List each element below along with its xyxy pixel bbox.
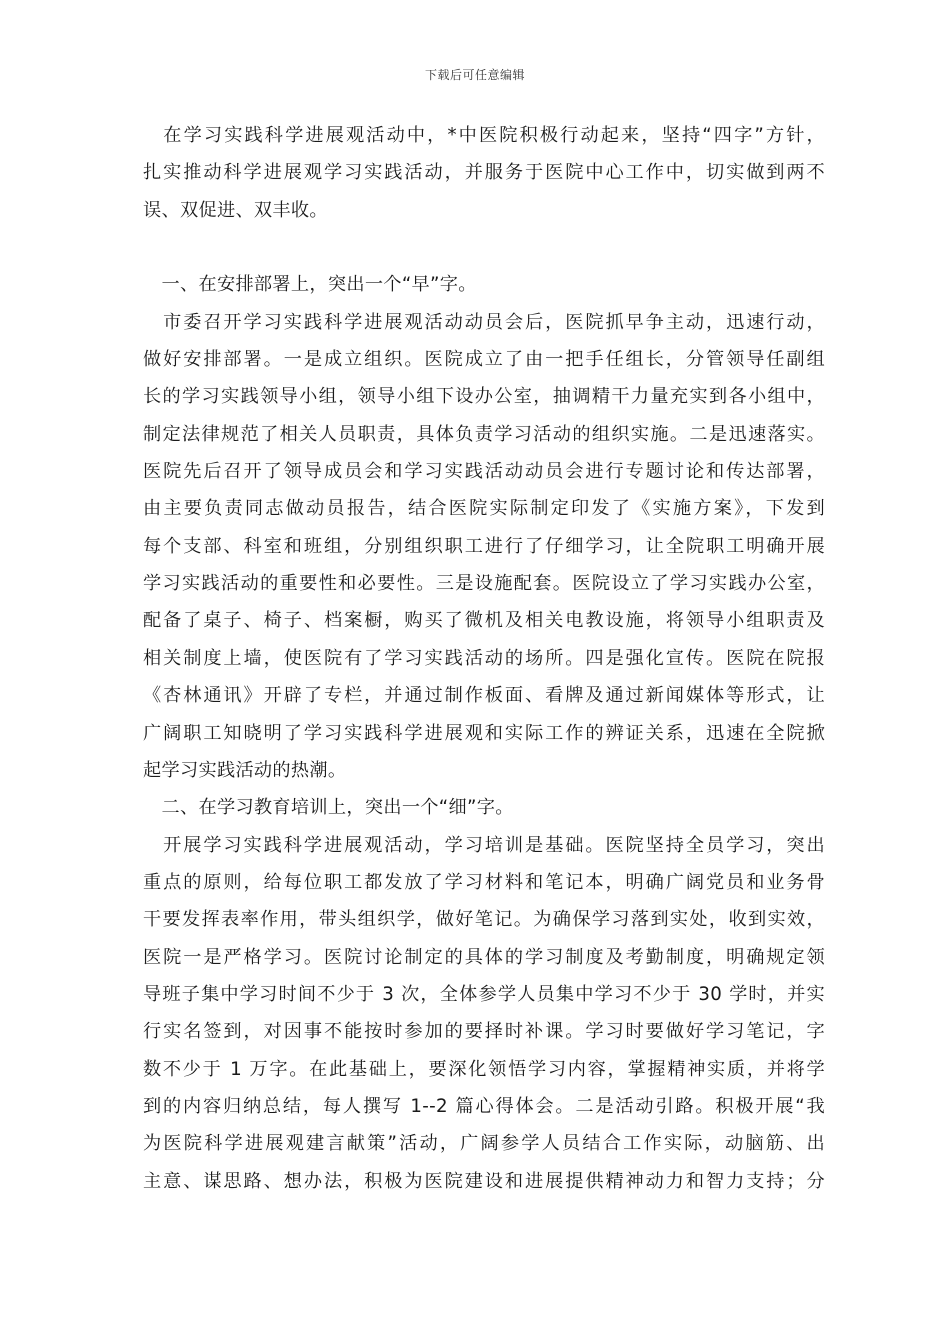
text-line: 误、双促进、双丰收。 [143, 199, 328, 221]
text-line: 数不少于 1 万字。在此基础上，要深化领悟学习内容，掌握精神实质，并将学 [143, 1058, 825, 1080]
text-line: 行实名签到，对因事不能按时参加的要择时补课。学习时要做好学习笔记，字 [143, 1021, 825, 1043]
text-line: 二、在学习教育培训上，突出一个“细”字。 [143, 797, 514, 819]
text-line: 主意、谋思路、想办法，积极为医院建设和进展提供精神动力和智力支持；分 [143, 1170, 825, 1192]
text-line: 起学习实践活动的热潮。 [143, 759, 347, 781]
text-line: 重点的原则，给每位职工都发放了学习材料和笔记本，明确广阔党员和业务骨 [143, 871, 825, 893]
text-line: 由主要负责同志做动员报告，结合医院实际制定印发了《实施方案》，下发到 [143, 498, 825, 520]
page-header: 下载后可任意编辑 [424, 68, 525, 82]
text-line: 导班子集中学习时间不少于 3 次，全体参学人员集中学习不少于 30 学时，并实 [143, 983, 825, 1005]
text-line: 长的学习实践领导小组，领导小组下设办公室，抽调精干力量充实到各小组中， [143, 386, 825, 408]
text-line: 开展学习实践科学进展观活动，学习培训是基础。医院坚持全员学习，突出 [143, 834, 825, 856]
paragraph-spacer [143, 229, 825, 266]
text-line: 《杏林通讯》开辟了专栏，并通过制作板面、看牌及通过新闻媒体等形式，让 [143, 685, 825, 707]
text-line: 学习实践活动的重要性和必要性。三是设施配套。医院设立了学习实践办公室， [143, 573, 825, 595]
text-line: 一、在安排部署上，突出一个“早”字。 [143, 274, 477, 296]
text-line: 在学习实践科学进展观活动中，*中医院积极行动起来，坚持“四字”方针， [143, 125, 825, 146]
text-line: 干要发挥表率作用，带头组织学，做好笔记。为确保学习落到实处，收到实效， [143, 909, 825, 931]
text-line: 为医院科学进展观建言献策”活动，广阔参学人员结合工作实际，动脑筋、出 [143, 1133, 825, 1155]
text-line: 医院先后召开了领导成员会和学习实践活动动员会进行专题讨论和传达部署， [143, 461, 825, 483]
text-line: 市委召开学习实践科学进展观活动动员会后，医院抓早争主动，迅速行动， [143, 311, 825, 333]
text-line: 配备了桌子、椅子、档案橱，购买了微机及相关电教设施，将领导小组职责及 [143, 610, 825, 632]
document-body [143, 117, 825, 1200]
text-line: 相关制度上墙，使医院有了学习实践活动的场所。四是强化宣传。医院在院报 [143, 647, 825, 669]
text-line: 制定法律规范了相关人员职责，具体负责学习活动的组织实施。二是迅速落实。 [143, 423, 825, 445]
text-line: 做好安排部署。一是成立组织。医院成立了由一把手任组长，分管领导任副组 [143, 349, 825, 371]
text-line: 扎实推动科学进展观学习实践活动，并服务于医院中心工作中，切实做到两不 [143, 162, 825, 184]
text-line: 到的内容归纳总结，每人撰写 1--2 篇心得体会。二是活动引路。积极开展“我 [143, 1095, 825, 1117]
text-line: 每个支部、科室和班组，分别组织职工进行了仔细学习，让全院职工明确开展 [143, 535, 825, 557]
text-line: 广阔职工知晓明了学习实践科学进展观和实际工作的辨证关系，迅速在全院掀 [143, 722, 825, 744]
text-line: 医院一是严格学习。医院讨论制定的具体的学习制度及考勤制度，明确规定领 [143, 946, 825, 968]
